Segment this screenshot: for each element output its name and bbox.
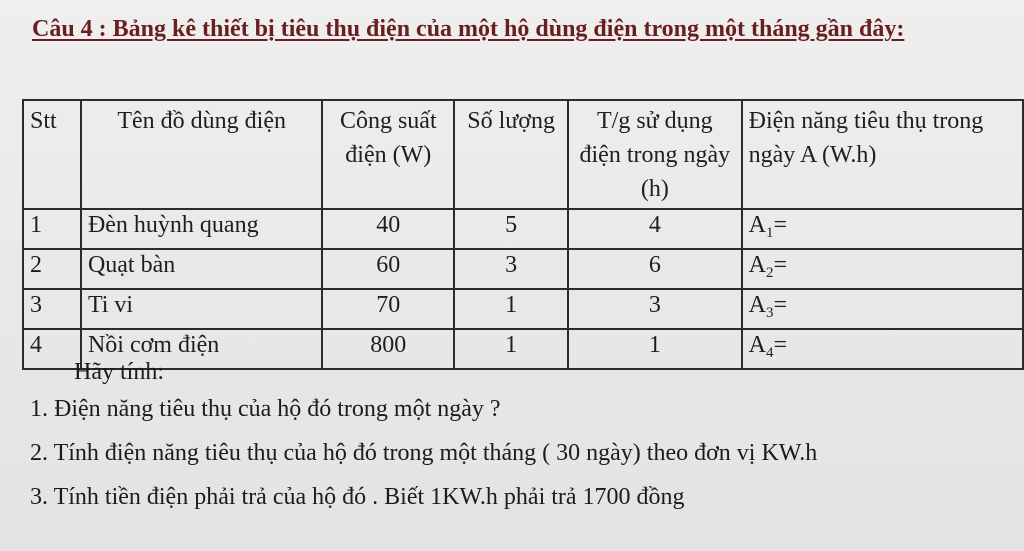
cell-device-name: Nồi cơm điện: [81, 329, 322, 369]
table-row: [23, 289, 1023, 329]
header-energy: Điện năng tiêu thụ trong ngày A (W.h): [742, 100, 1023, 209]
task-list: [30, 392, 817, 520]
cell-device-name: Đèn huỳnh quang: [81, 209, 322, 249]
cell-device-name: Quạt bàn: [81, 249, 322, 289]
task-item: 1. Điện năng tiêu thụ của hộ đó trong một ngày ?: [30, 396, 501, 422]
cell-energy: [742, 249, 1023, 289]
device-table: [22, 99, 1024, 370]
task-item: 3. Tính tiền điện phải trả của hộ đó . Biết 1KW.h phải trả 1700 đồng: [30, 484, 685, 510]
energy-subscript: 4: [766, 345, 774, 361]
cell-power: 40: [322, 209, 454, 249]
cell-power: 800: [322, 329, 454, 369]
cell-stt: 4: [23, 329, 81, 369]
table-row: [23, 209, 1023, 249]
cell-quantity: 3: [454, 249, 568, 289]
task-item: 2. Tính điện năng tiêu thụ của hộ đó trong một tháng ( 30 ngày) theo đơn vị KW.h: [30, 440, 818, 466]
cell-stt: 2: [23, 249, 81, 289]
cell-usage-time: 3: [568, 289, 742, 329]
cell-quantity: 1: [454, 329, 568, 369]
table-row: [23, 249, 1023, 289]
energy-symbol: A: [748, 292, 766, 318]
energy-symbol: A: [748, 252, 766, 278]
header-device-name: Tên đồ dùng điện: [81, 100, 322, 209]
cell-power: 70: [322, 289, 454, 329]
energy-equals: =: [773, 252, 788, 278]
header-power: Công suất điện (W): [322, 100, 454, 209]
cell-quantity: 5: [454, 209, 568, 249]
task-heading: Hãy tính:: [74, 359, 164, 385]
cell-quantity: 1: [454, 289, 568, 329]
cell-power: 60: [322, 249, 454, 289]
energy-subscript: 2: [766, 265, 774, 281]
header-quantity: Số lượng: [454, 100, 568, 209]
question-title: Câu 4 : Bảng kê thiết bị tiêu thụ điện của một hộ dùng điện trong một tháng gần đây:: [32, 16, 905, 42]
energy-equals: =: [773, 212, 788, 238]
energy-subscript: 1: [766, 225, 774, 241]
energy-equals: =: [773, 332, 788, 358]
energy-symbol: A: [748, 212, 766, 238]
cell-energy: [742, 329, 1023, 369]
cell-usage-time: 4: [568, 209, 742, 249]
cell-energy: [742, 289, 1023, 329]
header-stt: Stt: [23, 100, 81, 209]
energy-symbol: A: [748, 332, 766, 358]
table-header-row: [23, 100, 1023, 209]
table-row: [23, 329, 1023, 369]
cell-device-name: Ti vi: [81, 289, 322, 329]
energy-equals: =: [773, 292, 788, 318]
cell-energy: [742, 209, 1023, 249]
cell-stt: 3: [23, 289, 81, 329]
header-usage-time: T/g sử dụng điện trong ngày (h): [568, 100, 742, 209]
cell-stt: 1: [23, 209, 81, 249]
cell-usage-time: 1: [568, 329, 742, 369]
energy-subscript: 3: [766, 305, 774, 321]
cell-usage-time: 6: [568, 249, 742, 289]
